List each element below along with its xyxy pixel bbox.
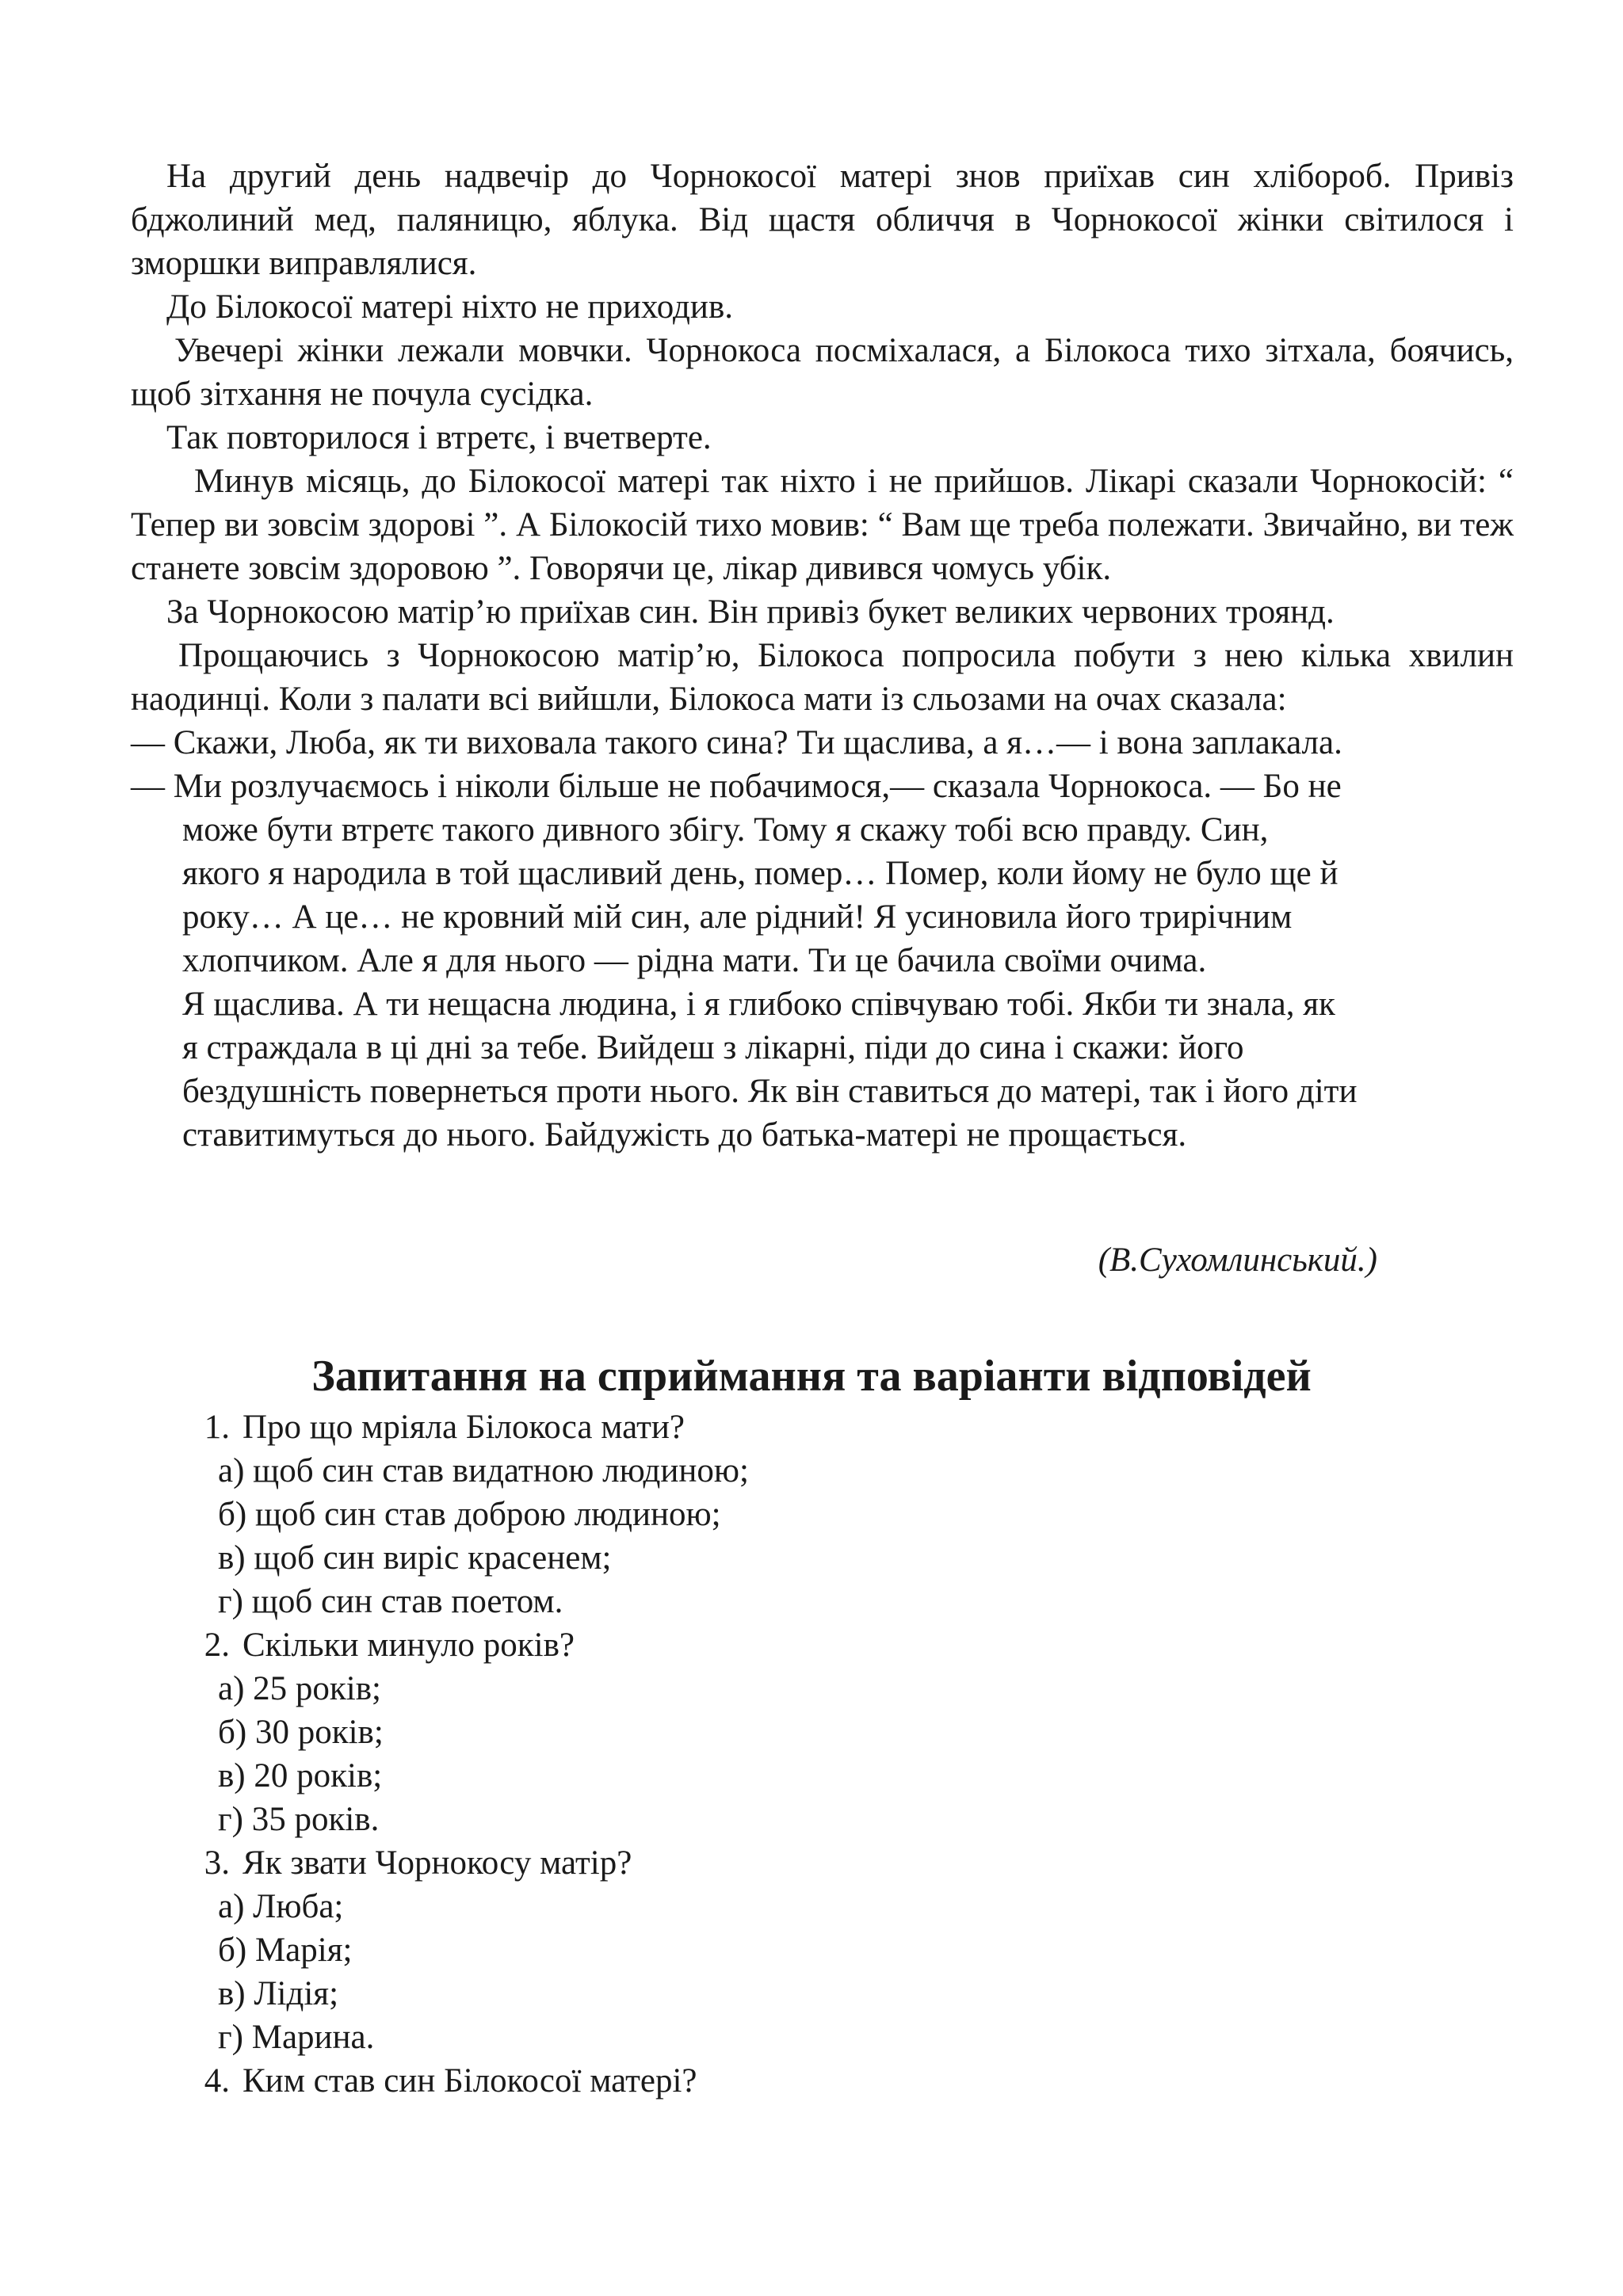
answer-option: в) Лідія; [218, 1975, 339, 2012]
answer-option: в) 20 років; [218, 1757, 383, 1794]
question-number: 1. [204, 1409, 230, 1446]
dialog-line: ставитимуться до нього. Байдужість до батька-матері не прощається. [182, 1116, 1187, 1154]
question-number: 2. [204, 1627, 230, 1664]
dialog-block-2 [131, 765, 1514, 1157]
question-title [174, 2059, 1442, 2103]
question-text: Про що мріяла Білокоса мати? [242, 1409, 685, 1446]
story-paragraph-3: Увечері жінки лежали мовчки. Чорнокоса посміхалася, а Білокоса тихо зітхала, боячись, щоб зітхання не почула сусідка. [131, 332, 1514, 413]
dialog-line: — Ми розлучаємось і ніколи більше не побачимося,— сказала Чорнокоса. — Бо не [131, 768, 1342, 805]
question-2 [174, 1623, 1442, 1841]
question-text: Ким став син Білокосої матері? [242, 2062, 697, 2100]
story-paragraph-7: Прощаючись з Чорнокосою матір’ю, Білокоса попросила побути з нею кілька хвилин наодинці. Коли з палати всі вийшли, Білокоса мати із сльозами на очах сказала: [131, 637, 1514, 718]
story-paragraph-6: За Чорнокосою матір’ю приїхав син. Він привіз букет великих червоних троянд. [166, 593, 1335, 631]
dialog-line: якого я народила в той щасливий день, помер… Помер, коли йому не було ще й [182, 855, 1338, 892]
answer-option: б) щоб син став доброю людиною; [218, 1496, 721, 1533]
question-text: Скільки минуло років? [242, 1627, 575, 1664]
story-paragraph-1: На другий день надвечір до Чорнокосої матері знов приїхав син хлібороб. Привіз бджолиний мед, паляницю, яблука. Від щастя обличчя в Чорнокосої жінки світилося і зморшки виправлялися. [131, 158, 1514, 282]
question-title [174, 1841, 1442, 1885]
question-number: 3. [204, 1844, 230, 1882]
answer-option: а) щоб син став видатною людиною; [218, 1452, 750, 1489]
question-number: 4. [204, 2062, 230, 2100]
answer-option: а) Люба; [218, 1888, 344, 1925]
question-text: Як звати Чорнокосу матір? [242, 1844, 632, 1882]
answer-option: г) щоб син став поетом. [218, 1583, 563, 1620]
story-paragraph-5: Минув місяць, до Білокосої матері так ніхто і не прийшов. Лікарі сказали Чорнокосій: “ Тепер ви зовсім здорові ”. А Білокосій тихо мовив: “ Вам ще треба полежати. Звичайно, ви теж станете зовсім здоровою ”. Говорячи це, лікар дивився чомусь убік. [131, 463, 1514, 587]
answer-option: в) щоб син виріс красенем; [218, 1539, 612, 1577]
questions-list [174, 1405, 1442, 2103]
story-paragraph-4: Так повторилося і втретє, і вчетверте. [166, 419, 712, 456]
question-title [174, 1405, 1442, 1449]
question-4 [174, 2059, 1442, 2103]
question-title [174, 1623, 1442, 1667]
dialog-line: я страждала в ці дні за тебе. Вийдеш з лікарні, піди до сина і скажи: його [182, 1029, 1244, 1066]
author-attribution: (В.Сухомлинський.) [1098, 1241, 1377, 1279]
answer-option: г) Марина. [218, 2019, 375, 2056]
story-text [131, 154, 1514, 1157]
dialog-line: Я щаслива. А ти нещасна людина, і я глибоко співчуваю тобі. Якби ти знала, як [182, 986, 1335, 1023]
answer-option: г) 35 років. [218, 1801, 380, 1838]
dialog-line: бездушність повернеться проти нього. Як він ставиться до матері, так і його діти [182, 1073, 1358, 1110]
question-3 [174, 1841, 1442, 2059]
dialog-line-1: — Скажи, Люба, як ти виховала такого сина? Ти щаслива, а я…— і вона заплакала. [131, 724, 1342, 761]
answer-option: б) Марія; [218, 1932, 353, 1969]
answer-option: а) 25 років; [218, 1670, 381, 1707]
section-heading: Запитання на сприймання та варіанти відповідей [311, 1352, 1312, 1401]
answer-option: б) 30 років; [218, 1714, 384, 1751]
dialog-line: може бути втретє такого дивного збігу. Тому я скажу тобі всю правду. Син, [182, 811, 1269, 849]
question-1 [174, 1405, 1442, 1623]
story-paragraph-2: До Білокосої матері ніхто не приходив. [166, 288, 734, 326]
dialog-line: хлопчиком. Але я для нього — рідна мати. Ти це бачила своїми очима. [182, 942, 1207, 979]
dialog-line: року… А це… не кровний мій син, але рідний! Я усиновила його трирічним [182, 898, 1293, 936]
